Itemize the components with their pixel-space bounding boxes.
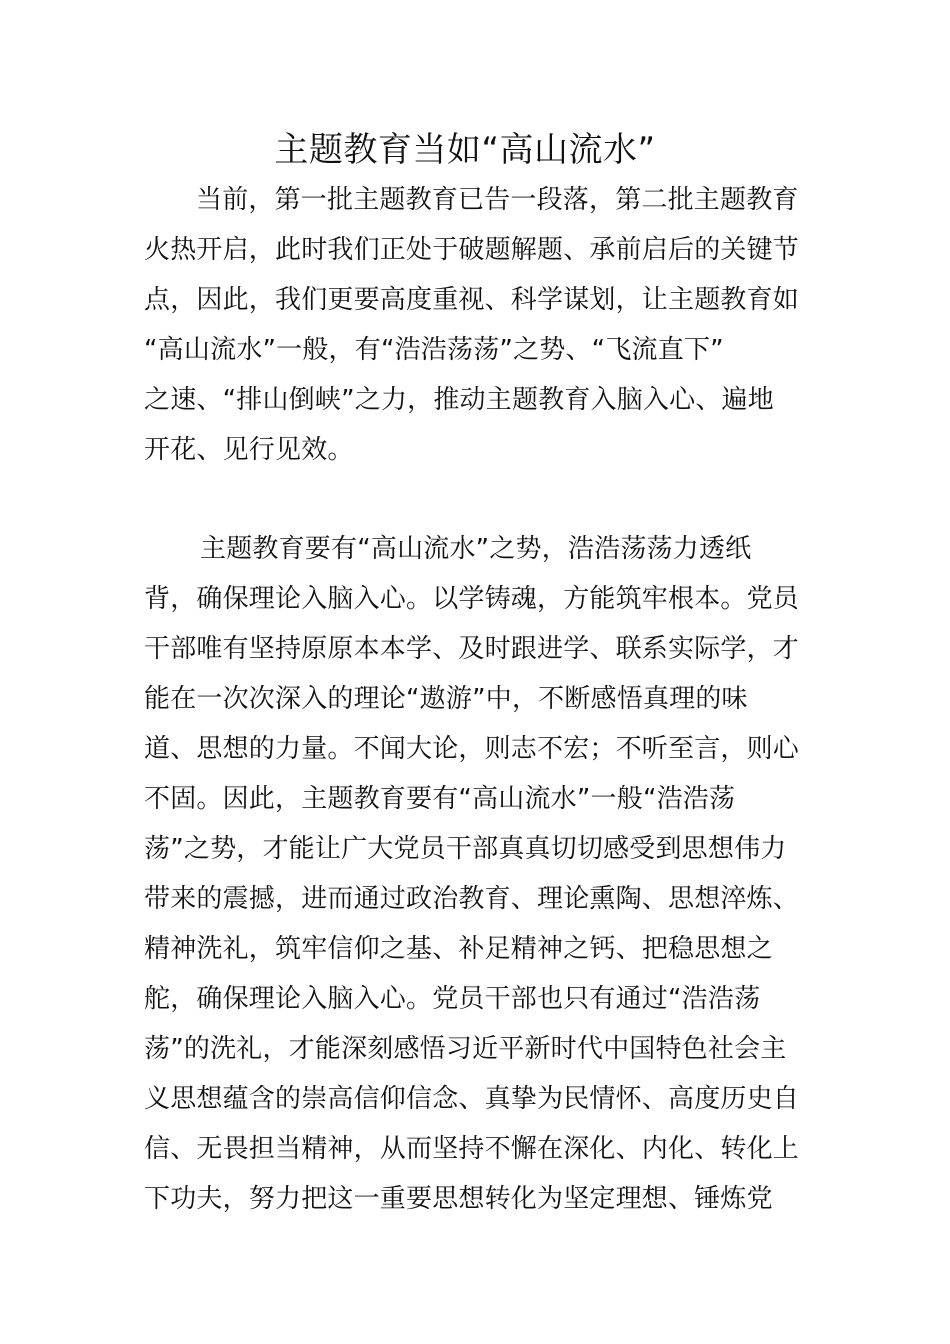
paragraph-line: 干部唯有坚持原原本本学、及时跟进学、联系实际学，才 xyxy=(144,634,800,664)
paragraph-line: 能在一次次深入的理论“遨游”中，不断感悟真理的味 xyxy=(144,684,748,714)
paragraph-line: 不固。因此，主题教育要有“高山流水”一般“浩浩荡 xyxy=(144,784,736,814)
paragraph-line: 下功夫，努力把这一重要思想转化为坚定理想、锤炼党 xyxy=(144,1184,773,1214)
paragraph-line: 主题教育要有“高山流水”之势，浩浩荡荡力透纸 xyxy=(200,534,752,564)
paragraph-line: 之速、“排山倒峡”之力，推动主题教育入脑入心、遍地 xyxy=(144,385,774,415)
document-title: 主题教育当如“高山流水” xyxy=(274,130,656,170)
paragraph-line: 带来的震撼，进而通过政治教育、理论熏陶、思想淬炼、 xyxy=(144,884,800,914)
paragraph-line: 精神洗礼，筑牢信仰之基、补足精神之钙、把稳思想之 xyxy=(144,934,773,964)
paragraph-line: 开花、见行见效。 xyxy=(144,435,354,465)
paragraph-line: 义思想蕴含的崇高信仰信念、真挚为民情怀、高度历史自 xyxy=(144,1084,800,1114)
paragraph-line: 点，因此，我们更要高度重视、科学谋划，让主题教育如 xyxy=(144,285,800,315)
paragraph-line: 舵，确保理论入脑入心。党员干部也只有通过“浩浩荡 xyxy=(144,984,761,1014)
paragraph-line: 信、无畏担当精神，从而坚持不懈在深化、内化、转化上 xyxy=(144,1134,800,1164)
paragraph-line: “高山流水”一般，有“浩浩荡荡”之势、“飞流直下” xyxy=(144,335,724,365)
paragraph-line: 火热开启，此时我们正处于破题解题、承前启后的关键节 xyxy=(144,235,800,265)
paragraph-line: 道、思想的力量。不闻大论，则志不宏；不听至言，则心 xyxy=(144,734,800,764)
paragraph-line: 荡”之势，才能让广大党员干部真真切切感受到思想伟力 xyxy=(144,834,787,864)
paragraph-line: 荡”的洗礼，才能深刻感悟习近平新时代中国特色社会主 xyxy=(144,1034,787,1064)
paragraph-1 xyxy=(144,175,809,475)
paragraph-line: 背，确保理论入脑入心。以学铸魂，方能筑牢根本。党员 xyxy=(144,584,800,614)
paragraph-2 xyxy=(144,524,809,1224)
paragraph-line: 当前，第一批主题教育已告一段落，第二批主题教育 xyxy=(196,185,799,215)
